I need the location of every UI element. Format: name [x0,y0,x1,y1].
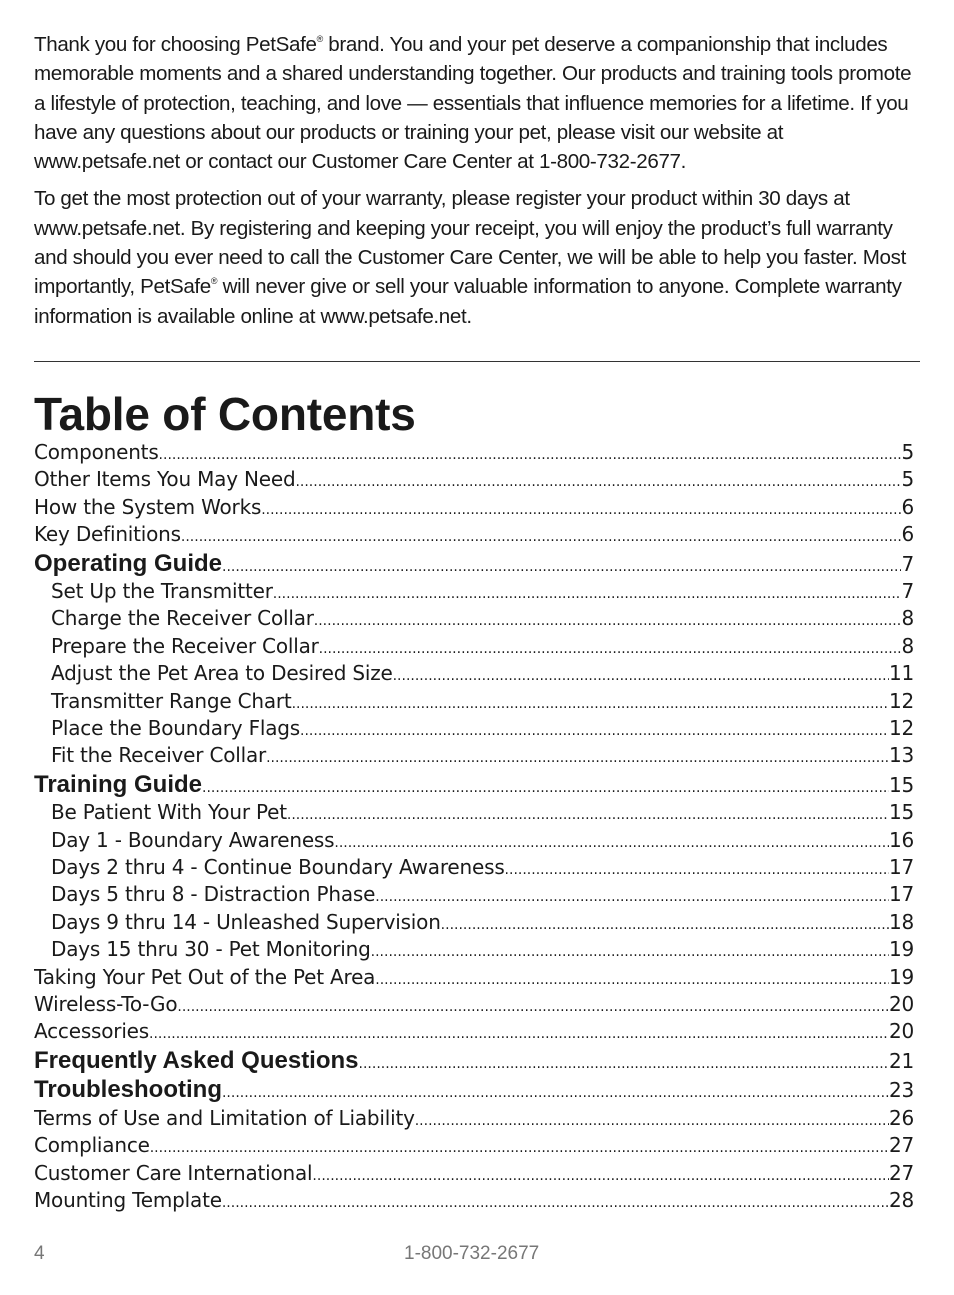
toc-entry-page: 27 [888,1133,914,1158]
toc-entry-label: Frequently Asked Questions [34,1046,359,1074]
toc-entry-place-boundary-flags[interactable] [34,715,914,742]
toc-entry-page: 15 [888,800,914,825]
dot-leader [334,830,889,854]
toc-entry-label: Charge the Receiver Collar [51,606,314,631]
dot-leader [295,469,901,493]
toc-entry-label: Customer Care International [34,1160,313,1185]
dot-leader [415,1108,889,1132]
toc-list [34,439,914,1214]
toc-entry-adjust-pet-area[interactable] [34,660,914,687]
dot-leader [314,608,902,632]
toc-entry-label: Compliance [34,1133,150,1158]
toc-entry-page: 15 [888,772,914,797]
toc-entry-label: Training Guide [34,770,203,798]
toc-entry-charge-receiver-collar[interactable] [34,605,914,632]
dot-leader [273,581,902,605]
toc-entry-page: 6 [901,494,914,519]
dot-leader [177,994,889,1018]
toc-entry-wireless-to-go[interactable] [34,991,914,1018]
toc-entry-compliance[interactable] [34,1132,914,1159]
dot-leader [312,1163,889,1187]
dot-leader [441,912,889,936]
dot-leader [266,745,889,769]
toc-entry-label: Wireless-To-Go [34,992,178,1017]
toc-entry-page: 11 [888,661,914,686]
toc-entry-page: 26 [888,1105,914,1130]
dot-leader [319,636,902,660]
toc-entry-days-15-30[interactable] [34,936,914,963]
toc-entry-label: Fit the Receiver Collar [51,743,267,768]
toc-entry-label: Accessories [34,1019,150,1044]
toc-entry-days-2-4[interactable] [34,854,914,881]
toc-title: Table of Contents [34,388,416,440]
toc-entry-label: Days 5 thru 8 - Distraction Phase [51,882,376,907]
toc-entry-components[interactable] [34,439,914,466]
toc-entry-label: Set Up the Transmitter [51,579,273,604]
dot-leader [371,939,889,963]
toc-entry-label: Components [34,440,159,464]
toc-entry-page: 20 [888,992,914,1017]
toc-entry-page: 5 [901,467,914,492]
toc-entry-label: Adjust the Pet Area to Desired Size [51,661,393,686]
dot-leader [300,718,889,742]
toc-entry-customer-care-international[interactable] [34,1160,914,1187]
toc-entry-prepare-receiver-collar[interactable] [34,633,914,660]
footer-phone-number: 1-800-732-2677 [404,1243,540,1264]
toc-entry-page: 23 [888,1078,914,1103]
toc-entry-label: Transmitter Range Chart [51,688,292,713]
intro-paragraph-2 [34,184,924,330]
toc-entry-label: Taking Your Pet Out of the Pet Area [34,964,376,989]
toc-entry-page: 7 [901,579,914,604]
toc-entry-label: Prepare the Receiver Collar [51,633,319,658]
toc-section-troubleshooting[interactable] [34,1075,914,1105]
toc-entry-label: Day 1 - Boundary Awareness [51,827,335,852]
toc-entry-page: 12 [888,688,914,713]
toc-entry-page: 19 [888,937,914,962]
toc-entry-label: Other Items You May Need [34,467,296,492]
intro-paragraph-1-start: Thank you for choosing PetSafe [34,33,317,56]
toc-entry-mounting-template[interactable] [34,1187,914,1214]
dot-leader [222,1079,889,1105]
toc-entry-page: 8 [901,633,914,658]
toc-entry-page: 7 [901,551,914,576]
toc-entry-label: Days 9 thru 14 - Unleashed Supervision [51,909,441,934]
dot-leader [375,884,889,908]
dot-leader [359,1050,889,1076]
dot-leader [393,663,889,687]
toc-entry-transmitter-range-chart[interactable] [34,688,914,715]
toc-section-faq[interactable] [34,1046,914,1076]
toc-entry-page: 8 [901,606,914,631]
toc-entry-days-5-8[interactable] [34,881,914,908]
dot-leader [181,524,902,548]
toc-entry-day-1[interactable] [34,827,914,854]
intro-text [34,30,924,331]
dot-leader [149,1021,889,1045]
toc-entry-page: 18 [888,909,914,934]
dot-leader [150,1135,889,1159]
toc-entry-taking-pet-out[interactable] [34,964,914,991]
toc-entry-page: 21 [888,1048,914,1073]
dot-leader [261,497,901,521]
toc-entry-label: Be Patient With Your Pet [51,800,287,825]
toc-entry-label: Mounting Template [34,1187,222,1212]
intro-paragraph-1-end: brand. You and your pet deserve a companionship that includes memorable moments and a shared understanding together. Our products and training tools promote a lifestyle of protection, teaching, and love — essentials that influence memories for a lifetime. If you have any questions about our products or training your pet, please visit our website at www.petsafe.net or contact our Customer Care Center at 1-800-732-2677. [34,33,912,174]
section-divider [34,361,920,362]
toc-entry-label: Place the Boundary Flags [51,716,301,741]
toc-entry-page: 27 [888,1160,914,1185]
toc-entry-days-9-14[interactable] [34,909,914,936]
toc-entry-set-up-transmitter[interactable] [34,578,914,605]
toc-entry-label: Days 15 thru 30 - Pet Monitoring [51,937,371,962]
intro-paragraph-2-end: will never give or sell your valuable information to anyone. Complete warranty information is available online at www.petsafe.net. [34,275,902,328]
toc-entry-label: Days 2 thru 4 - Continue Boundary Awareness [51,855,505,880]
toc-entry-label: Operating Guide [34,549,223,577]
dot-leader [159,442,902,466]
toc-section-training-guide[interactable] [34,770,914,800]
toc-entry-page: 19 [888,964,914,989]
toc-entry-page: 6 [901,522,914,547]
dot-leader [222,553,901,579]
toc-entry-accessories[interactable] [34,1018,914,1045]
dot-leader [375,967,889,991]
dot-leader [222,1190,889,1214]
intro-paragraph-1 [34,30,924,176]
footer-page-number: 4 [34,1243,45,1264]
toc-entry-how-system-works[interactable] [34,494,914,521]
dot-leader [287,802,889,826]
toc-entry-label: Key Definitions [34,522,181,547]
registered-mark: ® [316,34,323,44]
dot-leader [202,774,889,800]
toc-entry-be-patient[interactable] [34,799,914,826]
toc-entry-page: 16 [888,827,914,852]
toc-entry-label: Troubleshooting [34,1076,222,1104]
registered-mark: ® [210,276,218,287]
toc-entry-page: 12 [888,716,914,741]
intro-paragraph-2-start: To get the most protection out of your warranty, please register your product within 30 days at www.petsafe.net. By registering and keeping your receipt, you will enjoy the product’s full warranty and should you ever need to call the Customer Care Center, we will be able to help you faster. Most importantly, PetSafe [34,187,906,299]
toc-entry-page: 17 [888,882,914,907]
toc-entry-page: 28 [888,1187,914,1212]
toc-entry-label: How the System Works [34,494,262,519]
toc-entry-key-definitions[interactable] [34,521,914,548]
toc-entry-label: Terms of Use and Limitation of Liability [34,1105,415,1130]
toc-entry-page: 17 [888,855,914,880]
toc-entry-terms-of-use[interactable] [34,1105,914,1132]
toc-entry-page: 5 [901,440,914,464]
toc-entry-page: 20 [888,1019,914,1044]
dot-leader [292,691,889,715]
toc-section-operating-guide[interactable] [34,549,914,579]
toc-entry-fit-receiver-collar[interactable] [34,742,914,769]
toc-entry-other-items[interactable] [34,466,914,493]
dot-leader [505,857,889,881]
toc-entry-page: 13 [888,743,914,768]
